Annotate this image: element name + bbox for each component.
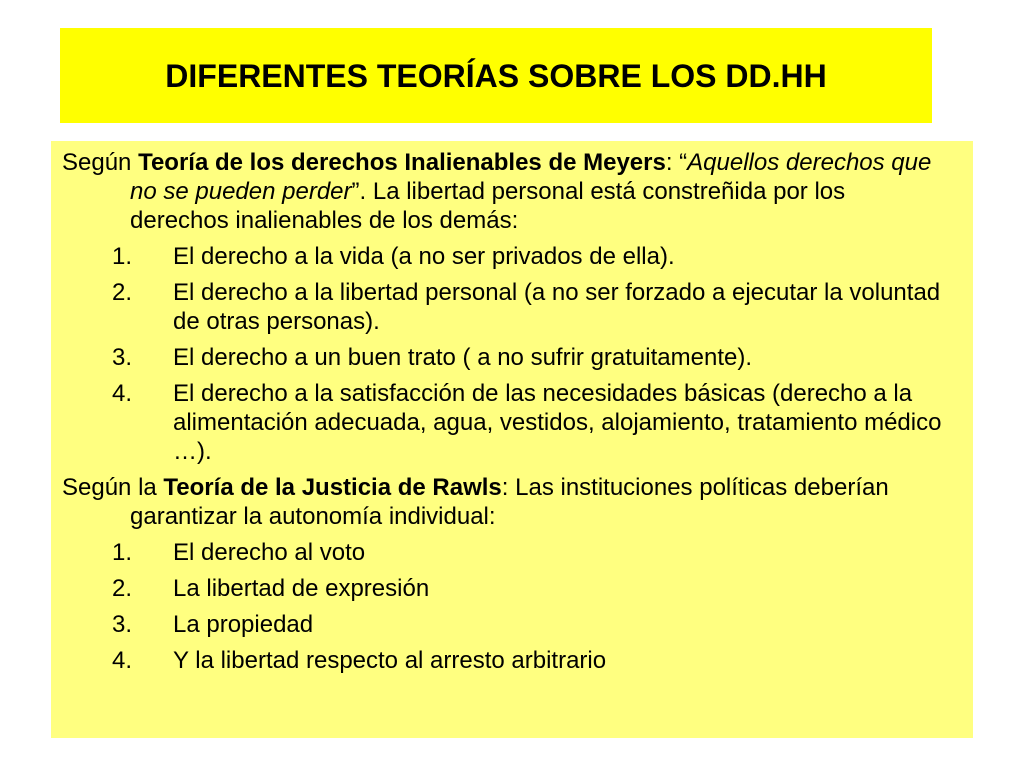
list-item-number: 3. — [112, 344, 133, 371]
list-item-text: Y la libertad respecto al arresto arbitrario — [173, 647, 607, 674]
list-item — [62, 646, 949, 675]
list-item-number: 3. — [112, 611, 133, 638]
meyers-colon: : “ — [665, 149, 688, 176]
meyers-theory-name: Teoría de los derechos Inalienables de Meyers — [138, 149, 666, 176]
rawls-intro: Según la — [62, 474, 164, 501]
content-panel — [51, 141, 973, 738]
list-item — [62, 574, 949, 603]
meyers-rest: ”. La libertad personal está constreñida por los derechos inalienables de los demás: — [130, 178, 846, 234]
list-item-number: 1. — [112, 243, 133, 270]
meyers-intro: Según — [62, 149, 139, 176]
meyers-paragraph — [62, 148, 949, 235]
list-item-text: La libertad de expresión — [173, 575, 430, 602]
list-item-text: El derecho a la libertad personal (a no ser forzado a ejecutar la voluntad de otras personas). — [173, 279, 941, 335]
list-item-text: El derecho a la vida (a no ser privados de ella). — [173, 243, 675, 270]
list-item-number: 2. — [112, 575, 133, 602]
list-item — [62, 538, 949, 567]
list-item-number: 4. — [112, 647, 133, 674]
rawls-paragraph — [62, 473, 949, 531]
list-item-text: El derecho a un buen trato ( a no sufrir gratuitamente). — [173, 344, 752, 371]
list-item-text: El derecho al voto — [173, 539, 366, 566]
title-banner — [60, 28, 932, 123]
list-item — [62, 278, 949, 336]
slide-title: DIFERENTES TEORÍAS SOBRE LOS DD.HH — [165, 58, 827, 94]
rawls-theory-name: Teoría de la Justicia de Rawls — [163, 474, 502, 501]
rawls-rest: : Las instituciones políticas deberían garantizar la autonomía individual: — [130, 474, 889, 530]
meyers-quote: Aquellos derechos que no se pueden perder — [130, 149, 932, 205]
list-item — [62, 343, 949, 372]
list-item-text: El derecho a la satisfacción de las necesidades básicas (derecho a la alimentación adecuada, agua, vestidos, alojamiento, tratamiento médico …). — [173, 380, 942, 465]
list-item-number: 4. — [112, 380, 133, 407]
list-item — [62, 242, 949, 271]
list-item — [62, 379, 949, 466]
list-item — [62, 610, 949, 639]
list-item-text: La propiedad — [173, 611, 314, 638]
list-item-number: 2. — [112, 279, 133, 306]
list-item-number: 1. — [112, 539, 133, 566]
